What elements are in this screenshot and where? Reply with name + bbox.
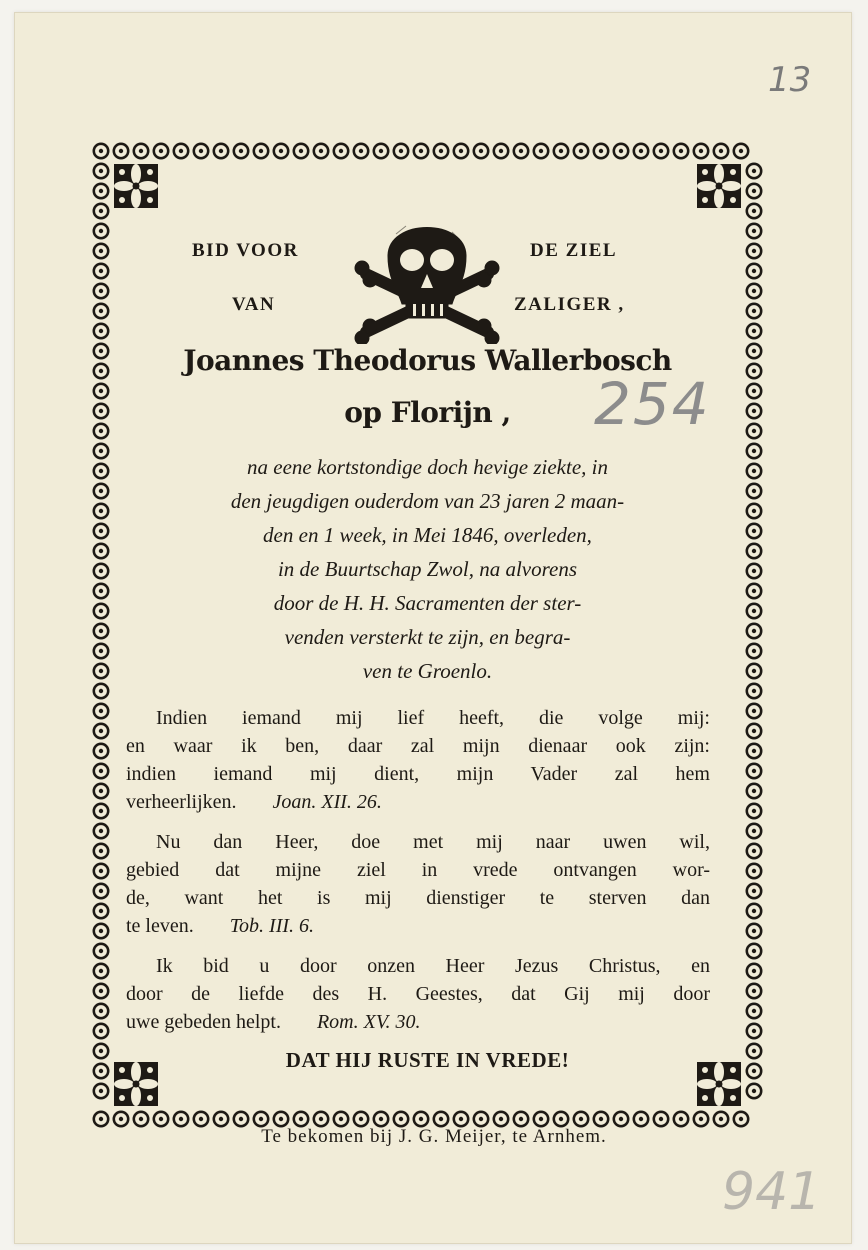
chain-link bbox=[93, 423, 110, 440]
chain-link bbox=[93, 1083, 110, 1100]
chain-link bbox=[746, 643, 763, 660]
chain-link bbox=[93, 363, 110, 380]
scripture-line bbox=[126, 760, 710, 788]
chain-link bbox=[93, 623, 110, 640]
chain-link bbox=[746, 843, 763, 860]
chain-link bbox=[673, 1111, 690, 1128]
chain-link bbox=[746, 743, 763, 760]
chain-link bbox=[746, 443, 763, 460]
chain-link bbox=[493, 1111, 510, 1128]
chain-link bbox=[746, 823, 763, 840]
chain-link bbox=[746, 583, 763, 600]
chain-link bbox=[93, 843, 110, 860]
scripture-line-text: Nu dan Heer, doe met mij naar uwen wil, bbox=[156, 831, 710, 853]
chain-link bbox=[93, 803, 110, 820]
chain-link bbox=[93, 1111, 110, 1128]
ornamental-frame bbox=[90, 140, 765, 1130]
chain-link bbox=[746, 163, 763, 180]
biography-line: in de Buurtschap Zwol, na alvorens bbox=[277, 557, 578, 581]
biography-line: den jeugdigen ouderdom van 23 jaren 2 maan- bbox=[230, 489, 625, 513]
chain-link bbox=[746, 303, 763, 320]
scripture-reference: Tob. III. 6. bbox=[229, 915, 315, 937]
chain-link bbox=[746, 863, 763, 880]
chain-link bbox=[93, 1023, 110, 1040]
biography-line: ven te Groenlo. bbox=[362, 659, 493, 683]
chain-link bbox=[93, 903, 110, 920]
chain-link bbox=[746, 563, 763, 580]
chain-link bbox=[746, 383, 763, 400]
chain-link bbox=[293, 143, 310, 160]
chain-link bbox=[353, 1111, 370, 1128]
chain-link bbox=[93, 383, 110, 400]
scripture-line-text: de, want het is mij dienstiger te sterven dan bbox=[126, 887, 710, 909]
scripture-line bbox=[126, 828, 710, 856]
chain-link bbox=[746, 763, 763, 780]
deceased-name-suffix: op Florijn , bbox=[344, 396, 511, 429]
chain-link bbox=[113, 1111, 130, 1128]
chain-link bbox=[746, 963, 763, 980]
chain-link bbox=[93, 183, 110, 200]
chain-link bbox=[213, 143, 230, 160]
chain-link bbox=[93, 963, 110, 980]
chain-link bbox=[746, 283, 763, 300]
chain-link bbox=[653, 143, 670, 160]
chain-link bbox=[193, 143, 210, 160]
scripture-paragraph bbox=[126, 828, 710, 940]
chain-link bbox=[393, 143, 410, 160]
handwritten-number-bottom: 941 bbox=[722, 1162, 822, 1222]
chain-link bbox=[173, 143, 190, 160]
chain-link bbox=[173, 1111, 190, 1128]
chain-link bbox=[93, 863, 110, 880]
skull-and-crossbones-icon bbox=[352, 204, 502, 344]
scripture-reference: Joan. XII. 26. bbox=[272, 791, 382, 813]
scripture-line bbox=[126, 732, 710, 760]
chain-link bbox=[193, 1111, 210, 1128]
chain-link bbox=[93, 683, 110, 700]
scripture-line bbox=[126, 1008, 710, 1036]
chain-link bbox=[746, 223, 763, 240]
scripture-paragraph bbox=[126, 952, 710, 1036]
chain-link bbox=[93, 163, 110, 180]
chain-link bbox=[653, 1111, 670, 1128]
heading-zaliger: ZALIGER , bbox=[514, 294, 625, 315]
scripture-reference: Rom. XV. 30. bbox=[316, 1011, 421, 1033]
chain-link bbox=[93, 203, 110, 220]
heading-van: VAN bbox=[232, 294, 276, 315]
scripture-line bbox=[126, 788, 710, 816]
chain-link bbox=[746, 903, 763, 920]
chain-link bbox=[746, 1023, 763, 1040]
chain-link bbox=[293, 1111, 310, 1128]
chain-link bbox=[746, 483, 763, 500]
chain-link bbox=[93, 763, 110, 780]
chain-link bbox=[713, 143, 730, 160]
card-content bbox=[124, 174, 731, 1096]
chain-link bbox=[93, 603, 110, 620]
chain-link bbox=[746, 603, 763, 620]
chain-link bbox=[746, 943, 763, 960]
biography-line: den en 1 week, in Mei 1846, overleden, bbox=[263, 523, 592, 547]
chain-link bbox=[746, 723, 763, 740]
scripture-line-text: Indien iemand mij lief heeft, die volge mij: bbox=[156, 707, 710, 729]
chain-link bbox=[153, 1111, 170, 1128]
chain-link bbox=[746, 243, 763, 260]
chain-link bbox=[93, 223, 110, 240]
chain-link bbox=[333, 143, 350, 160]
chain-link bbox=[746, 983, 763, 1000]
chain-link bbox=[93, 503, 110, 520]
chain-link bbox=[473, 1111, 490, 1128]
chain-link bbox=[433, 1111, 450, 1128]
chain-link bbox=[746, 1003, 763, 1020]
chain-link bbox=[93, 663, 110, 680]
closing-prayer: DAT HIJ RUSTE IN VREDE! bbox=[285, 1048, 570, 1072]
scripture-line bbox=[126, 884, 710, 912]
heading-bid-voor: BID VOOR bbox=[192, 240, 299, 261]
chain-link bbox=[533, 1111, 550, 1128]
chain-link bbox=[746, 323, 763, 340]
chain-link bbox=[93, 263, 110, 280]
chain-link bbox=[746, 683, 763, 700]
chain-link bbox=[93, 243, 110, 260]
chain-link bbox=[233, 143, 250, 160]
chain-link bbox=[253, 1111, 270, 1128]
chain-link bbox=[93, 343, 110, 360]
chain-link bbox=[746, 263, 763, 280]
chain-link bbox=[413, 143, 430, 160]
chain-link bbox=[93, 283, 110, 300]
chain-link bbox=[93, 463, 110, 480]
chain-link bbox=[93, 523, 110, 540]
chain-link bbox=[553, 1111, 570, 1128]
chain-link bbox=[253, 143, 270, 160]
chain-link bbox=[633, 143, 650, 160]
chain-link bbox=[93, 943, 110, 960]
chain-link bbox=[93, 983, 110, 1000]
scripture-line-text: gebied dat mijne ziel in vrede ontvangen wor- bbox=[126, 859, 710, 881]
chain-link bbox=[373, 143, 390, 160]
scripture-line-text: indien iemand mij dient, mijn Vader zal hem bbox=[126, 763, 710, 785]
scripture-paragraph bbox=[126, 704, 710, 816]
chain-link bbox=[746, 183, 763, 200]
handwritten-number-top: 13 bbox=[768, 60, 812, 100]
chain-link bbox=[473, 143, 490, 160]
chain-link bbox=[493, 143, 510, 160]
chain-link bbox=[333, 1111, 350, 1128]
scripture-line bbox=[126, 912, 710, 940]
chain-link bbox=[93, 143, 110, 160]
chain-link bbox=[93, 543, 110, 560]
chain-link bbox=[93, 743, 110, 760]
chain-link bbox=[153, 143, 170, 160]
scripture-line-text: uwe gebeden helpt. bbox=[126, 1011, 281, 1033]
printer-imprint: Te bekomen bij J. G. Meijer, te Arnhem. bbox=[261, 1126, 607, 1147]
chain-link bbox=[693, 143, 710, 160]
chain-link bbox=[746, 703, 763, 720]
chain-link bbox=[746, 503, 763, 520]
scripture-line bbox=[126, 952, 710, 980]
chain-link bbox=[453, 1111, 470, 1128]
chain-link bbox=[513, 1111, 530, 1128]
chain-link bbox=[613, 143, 630, 160]
chain-link bbox=[593, 1111, 610, 1128]
chain-link bbox=[746, 1063, 763, 1080]
chain-link bbox=[93, 703, 110, 720]
chain-link bbox=[413, 1111, 430, 1128]
chain-link bbox=[553, 143, 570, 160]
chain-link bbox=[746, 1043, 763, 1060]
biography-line: door de H. H. Sacramenten der ster- bbox=[273, 591, 582, 615]
chain-link bbox=[93, 1063, 110, 1080]
chain-link bbox=[93, 563, 110, 580]
chain-link bbox=[746, 543, 763, 560]
chain-link bbox=[93, 923, 110, 940]
chain-link bbox=[93, 323, 110, 340]
chain-link bbox=[746, 783, 763, 800]
chain-link bbox=[733, 143, 750, 160]
chain-link bbox=[133, 143, 150, 160]
chain-link bbox=[733, 1111, 750, 1128]
chain-link bbox=[313, 1111, 330, 1128]
chain-link bbox=[746, 523, 763, 540]
scripture-line-text: en waar ik ben, daar zal mijn dienaar ook zijn: bbox=[126, 735, 710, 757]
chain-link bbox=[273, 143, 290, 160]
chain-link bbox=[93, 443, 110, 460]
chain-link bbox=[93, 723, 110, 740]
scripture-line-text: verheerlijken. bbox=[126, 791, 237, 813]
handwritten-number-middle: 254 bbox=[594, 370, 711, 438]
chain-link bbox=[633, 1111, 650, 1128]
chain-link bbox=[613, 1111, 630, 1128]
deceased-name: Joannes Theodorus Wallerbosch bbox=[183, 344, 672, 377]
chain-link bbox=[746, 403, 763, 420]
chain-link bbox=[746, 463, 763, 480]
chain-link bbox=[93, 583, 110, 600]
biography-line: na eene kortstondige doch hevige ziekte, in bbox=[247, 455, 608, 479]
chain-link bbox=[746, 343, 763, 360]
chain-link bbox=[433, 143, 450, 160]
chain-link bbox=[746, 923, 763, 940]
chain-link bbox=[93, 1003, 110, 1020]
chain-link bbox=[746, 803, 763, 820]
chain-link bbox=[93, 783, 110, 800]
chain-link bbox=[93, 643, 110, 660]
chain-link bbox=[453, 143, 470, 160]
scripture-line-text: door de liefde des H. Geestes, dat Gij mij door bbox=[126, 983, 710, 1005]
chain-link bbox=[93, 403, 110, 420]
chain-link bbox=[113, 143, 130, 160]
chain-link bbox=[746, 363, 763, 380]
chain-link bbox=[673, 143, 690, 160]
scripture-line bbox=[126, 704, 710, 732]
chain-link bbox=[573, 1111, 590, 1128]
chain-link bbox=[393, 1111, 410, 1128]
chain-link bbox=[573, 143, 590, 160]
scripture-line bbox=[126, 980, 710, 1008]
chain-link bbox=[746, 1083, 763, 1100]
chain-link bbox=[593, 143, 610, 160]
chain-link bbox=[213, 1111, 230, 1128]
chain-link bbox=[93, 1043, 110, 1060]
chain-link bbox=[273, 1111, 290, 1128]
chain-link bbox=[93, 883, 110, 900]
scripture-line bbox=[126, 856, 710, 884]
chain-link bbox=[693, 1111, 710, 1128]
chain-link bbox=[353, 143, 370, 160]
scripture-line-text: te leven. bbox=[126, 915, 194, 937]
chain-link bbox=[713, 1111, 730, 1128]
chain-link bbox=[93, 303, 110, 320]
chain-link bbox=[93, 823, 110, 840]
chain-link bbox=[533, 143, 550, 160]
chain-link bbox=[233, 1111, 250, 1128]
chain-link bbox=[746, 663, 763, 680]
heading-de-ziel: DE ZIEL bbox=[530, 240, 618, 261]
biography-line: venden versterkt te zijn, en begra- bbox=[284, 625, 571, 649]
chain-link bbox=[513, 143, 530, 160]
chain-link bbox=[746, 883, 763, 900]
chain-link bbox=[373, 1111, 390, 1128]
chain-link bbox=[746, 203, 763, 220]
chain-link bbox=[746, 623, 763, 640]
chain-link bbox=[93, 483, 110, 500]
chain-link bbox=[133, 1111, 150, 1128]
chain-link bbox=[746, 423, 763, 440]
scripture-line-text: Ik bid u door onzen Heer Jezus Christus, en bbox=[156, 955, 710, 977]
chain-link bbox=[313, 143, 330, 160]
